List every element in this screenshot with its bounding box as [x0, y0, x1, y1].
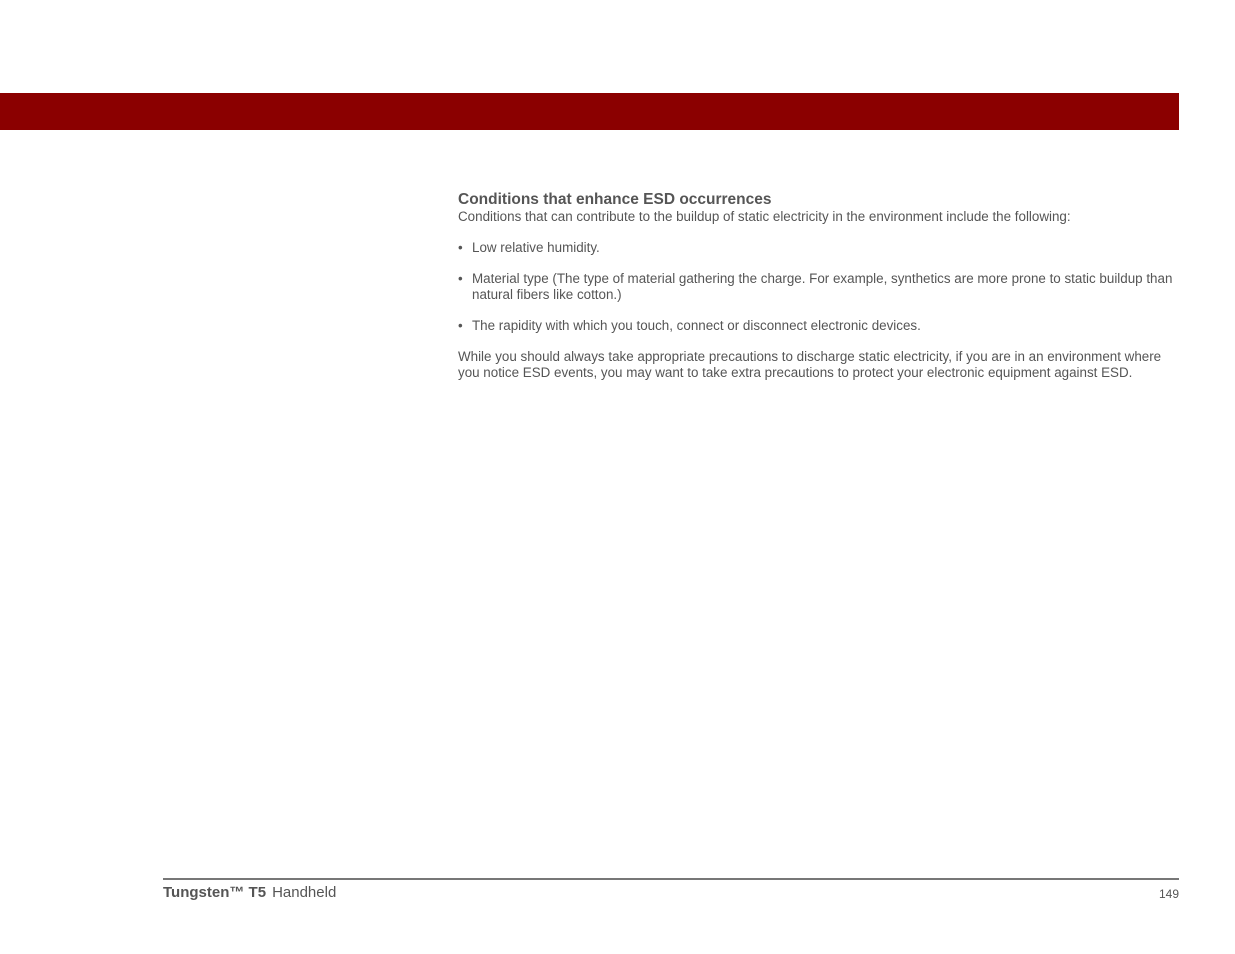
list-item	[458, 271, 1180, 303]
section-title: Conditions that enhance ESD occurrences	[458, 191, 772, 208]
footer-title	[163, 884, 336, 902]
intro-paragraph: Conditions that can contribute to the buildup of static electricity in the environment include the following:	[458, 209, 1071, 224]
content-area	[458, 191, 1180, 381]
bullet-icon: •	[458, 318, 463, 333]
list-item	[458, 240, 1180, 256]
footer-brand: Tungsten™ T5	[163, 884, 267, 901]
footer-product: Handheld	[272, 884, 337, 901]
list-item	[458, 318, 1180, 334]
closing-paragraph: While you should always take appropriate precautions to discharge static electricity, if you are in an environment where you notice ESD events, you may want to take extra precautions to protect your electronic equipment against ESD.	[458, 349, 1162, 380]
list-item-text: Low relative humidity.	[472, 240, 600, 255]
header-bar	[0, 93, 1179, 130]
list-item-text: Material type (The type of material gathering the charge. For example, synthetics are more prone to static buildup than natural fibers like cotton.)	[472, 271, 1173, 302]
bullet-icon: •	[458, 271, 463, 286]
footer-divider	[163, 878, 1179, 880]
list-item-text: The rapidity with which you touch, connect or disconnect electronic devices.	[472, 318, 921, 333]
bullet-list	[458, 240, 1180, 334]
bullet-icon: •	[458, 240, 463, 255]
page-number: 149	[1158, 887, 1179, 901]
